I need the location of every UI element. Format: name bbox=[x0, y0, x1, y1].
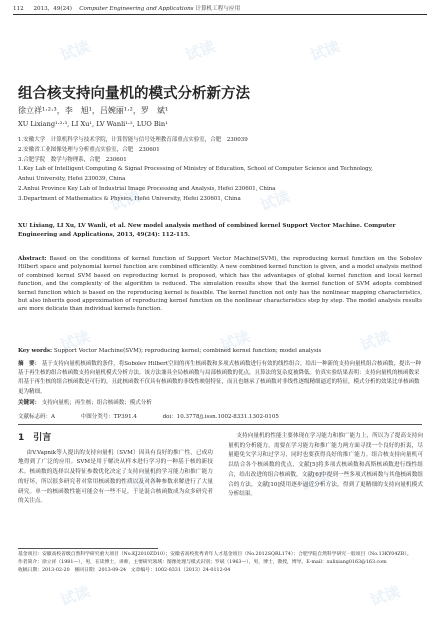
citation: XU Lixiang, LI Xu, LV Wanli, et al. New model analysis method of combined kernel Support Vector Machine. Computer Engineering and Applications, 2013, 49(24): 112-115. bbox=[18, 223, 396, 238]
abstract-label: Abstract: bbox=[18, 256, 47, 262]
affiliation-cn: 3.合肥学院 数学与物理系，合肥 230601 bbox=[18, 156, 127, 163]
keywords-cn bbox=[18, 398, 422, 406]
affiliation-en: 3.Department of Mathematics & Physics, Hefei University, Hefei 230601, China bbox=[18, 195, 241, 202]
affiliation-en: Anhui University, Hefei 230039, China bbox=[18, 176, 126, 183]
journal-name-en: Computer Engineering and Applications bbox=[79, 6, 194, 12]
watermark: 试读 bbox=[57, 37, 93, 65]
column-left bbox=[18, 432, 213, 507]
abstract-text: Based on the conditions of kernel function of Support Vector Machine(SVM), the reproducing kernel function on the Sobolev Hilbert space and polynomial kernel function are combined efficiently. A new combined kernel function is given, and a model analysis method of combined kernel SVM based on reproducing kernel is proposed, which has the advantages of global kernel function and local kernel function, and the complexity of the algorithm is reduced. The simulation results show that the kernel function of SVM adopts combined kernel function which is based on the reproducing kernel is feasible. The kernel function not only has the nonlinear mapping characteristics, but also inherits good approximation of reproducing kernel function on the nonlinear characteristics step by step. The model analysis results are more delicate than individual kernels function. bbox=[18, 256, 422, 313]
section-heading: 1 引言 bbox=[18, 433, 52, 443]
watermark: 试读 bbox=[57, 582, 93, 610]
watermark: 试读 bbox=[107, 187, 143, 215]
affiliation-cn: 2.安徽省工业图像处理与分析重点实验室，合肥 230601 bbox=[18, 146, 160, 153]
body-paragraph: 支持向量机的性能主要体现在学习能力和推广能力上，所以为了提高支持向量机的分析能力，需要在学习能力和推广能力两方面寻找一个良好的折衷，尽量避免欠学习和过学习，同时也要获得良好的推广能力。组合核支持向量机可以结合各个核函数的优点，文献[5]将多项式核函数和高斯核函数进行线性组合，给出改进的组合核函数，文献[6]中提到一些多项式核函数与其他核函数组合的方法，文献[10]使用逐步逼近分析方法，得到了更精细的支持向量机模式分析结果。 bbox=[228, 433, 423, 498]
keywords-en bbox=[18, 347, 422, 355]
affiliations bbox=[18, 136, 423, 205]
zhaiyao-label: 摘 要： bbox=[18, 361, 41, 367]
watermark: 试读 bbox=[307, 37, 343, 65]
affiliation-en: 2.Anhui Province Key Lab of Industrial Image Processing and Analysis, Hefei 230601, China bbox=[18, 185, 276, 192]
body-paragraph: 由V.Vapnik等人提出的支持向量机（SVM）因具有良好的推广性，已成功地得到了广泛的应用。SVM是用于解决从样本进行学习的一种基于核的新技术。核函数的选择以及特征参数优化决定了支持向量机的学习能力和推广能力的好坏，所以很多研究者对常用核函数的性质以及对各种参数求解进行了大量研究。单一的核函数性能可能会有一些不足，于是混合核函数成为众多研究者的关注点。 bbox=[18, 449, 213, 505]
abstract-en bbox=[18, 255, 422, 314]
watermark: 试读 bbox=[257, 187, 293, 215]
guanjianci-label: 关键词： bbox=[18, 400, 41, 406]
footnote-authors: 作者简介：徐立祥（1981—），男，在读博士，讲师，主要研究领域：图像处理与模式识别；罗斌（1963—），男，博士，教授，博导。E-mail：xulixiang0163@163.com bbox=[18, 560, 387, 566]
footnotes bbox=[18, 551, 422, 575]
divider bbox=[18, 424, 422, 425]
affiliation-en: 1.Key Lab of Intelligent Computing & Signal Processing of Ministry of Education, School of Computer Science and Technology, bbox=[18, 166, 373, 173]
watermark: 试读 bbox=[57, 327, 93, 355]
footnote-divider bbox=[18, 548, 158, 549]
watermark: 试读 bbox=[297, 467, 333, 495]
paper-title: 组合核支持向量机的模式分析新方法 bbox=[18, 86, 250, 102]
column-right bbox=[228, 432, 423, 500]
footnote-funding: 基金项目：安徽高校省级自然科学研究重大项目（No.KJ2010ZD10）；安徽省高校优秀青年人才基金项目（No.2012SQRL174）；合肥学院自然科学研究一般项目（No.13KY04ZR）。 bbox=[18, 552, 412, 557]
zhaiyao-text: 基于支持向量机核函数的条件，将Sobolev Hilbert空间的再生核函数和多项式核函数进行有效的线性组合，给出一种新的支持向量机组合核函数，提出一种基于再生核的组合核函数支持向量机模式分析方法。该方法兼具全局核函数与局部核函数的优点，且算法的复杂度被降低。仿真实验结果表明：支持向量机的核函数采用基于再生核的组合核函数是可行的，且此核函数不仅具有核函数的非线性映射特征，而且也继承了核函数对非线性逐级精细逼近的特征，模式分析的效果比单核函数更为精细。 bbox=[18, 361, 421, 395]
identifiers bbox=[18, 412, 422, 420]
doc-code: 文献标志码：A bbox=[18, 414, 55, 420]
journal-name-cn: 计算机工程与应用 bbox=[195, 6, 241, 12]
watermark: 试读 bbox=[182, 37, 218, 65]
watermark: 试读 bbox=[127, 467, 163, 495]
keywords-text: Support Vector Machine(SVM); reproducing kernel; combined kernel function; model analysis bbox=[53, 348, 322, 354]
clc-number: 中图分类号：TP391.4 bbox=[80, 414, 137, 420]
affiliation-cn: 1.安徽大学 计算机科学与技术学院，计算智能与信号处理教育部重点实验室，合肥 230039 bbox=[18, 137, 248, 143]
abstract-cn bbox=[18, 360, 422, 397]
doi: doi：10.3778/j.issn.1002-8331.1302-0105 bbox=[162, 414, 279, 420]
authors-english: XU Lixiang¹·²·³, LI Xu¹, LV Wanli¹·², LUO Bin¹ bbox=[18, 120, 168, 128]
watermark: 试读 bbox=[357, 327, 393, 355]
watermark: 试读 bbox=[217, 327, 253, 355]
authors-chinese: 徐立祥¹·²·³，李 旭¹，吕婉丽¹·²，罗 斌¹ bbox=[18, 106, 169, 115]
guanjianci-text: 支持向量机；再生核；组合核函数；模式分析 bbox=[41, 400, 152, 406]
footnote-dates: 收稿日期：2013-02-20 修回日期：2013-09-24 文章编号：1002-8331（2013）24-0112-04 bbox=[18, 568, 231, 574]
running-header bbox=[13, 4, 427, 15]
keywords-label: Key words: bbox=[18, 348, 53, 354]
page-number: 112 bbox=[13, 6, 24, 12]
watermark: 试读 bbox=[367, 582, 403, 610]
issue-info: 2013，49(24) bbox=[33, 6, 72, 12]
